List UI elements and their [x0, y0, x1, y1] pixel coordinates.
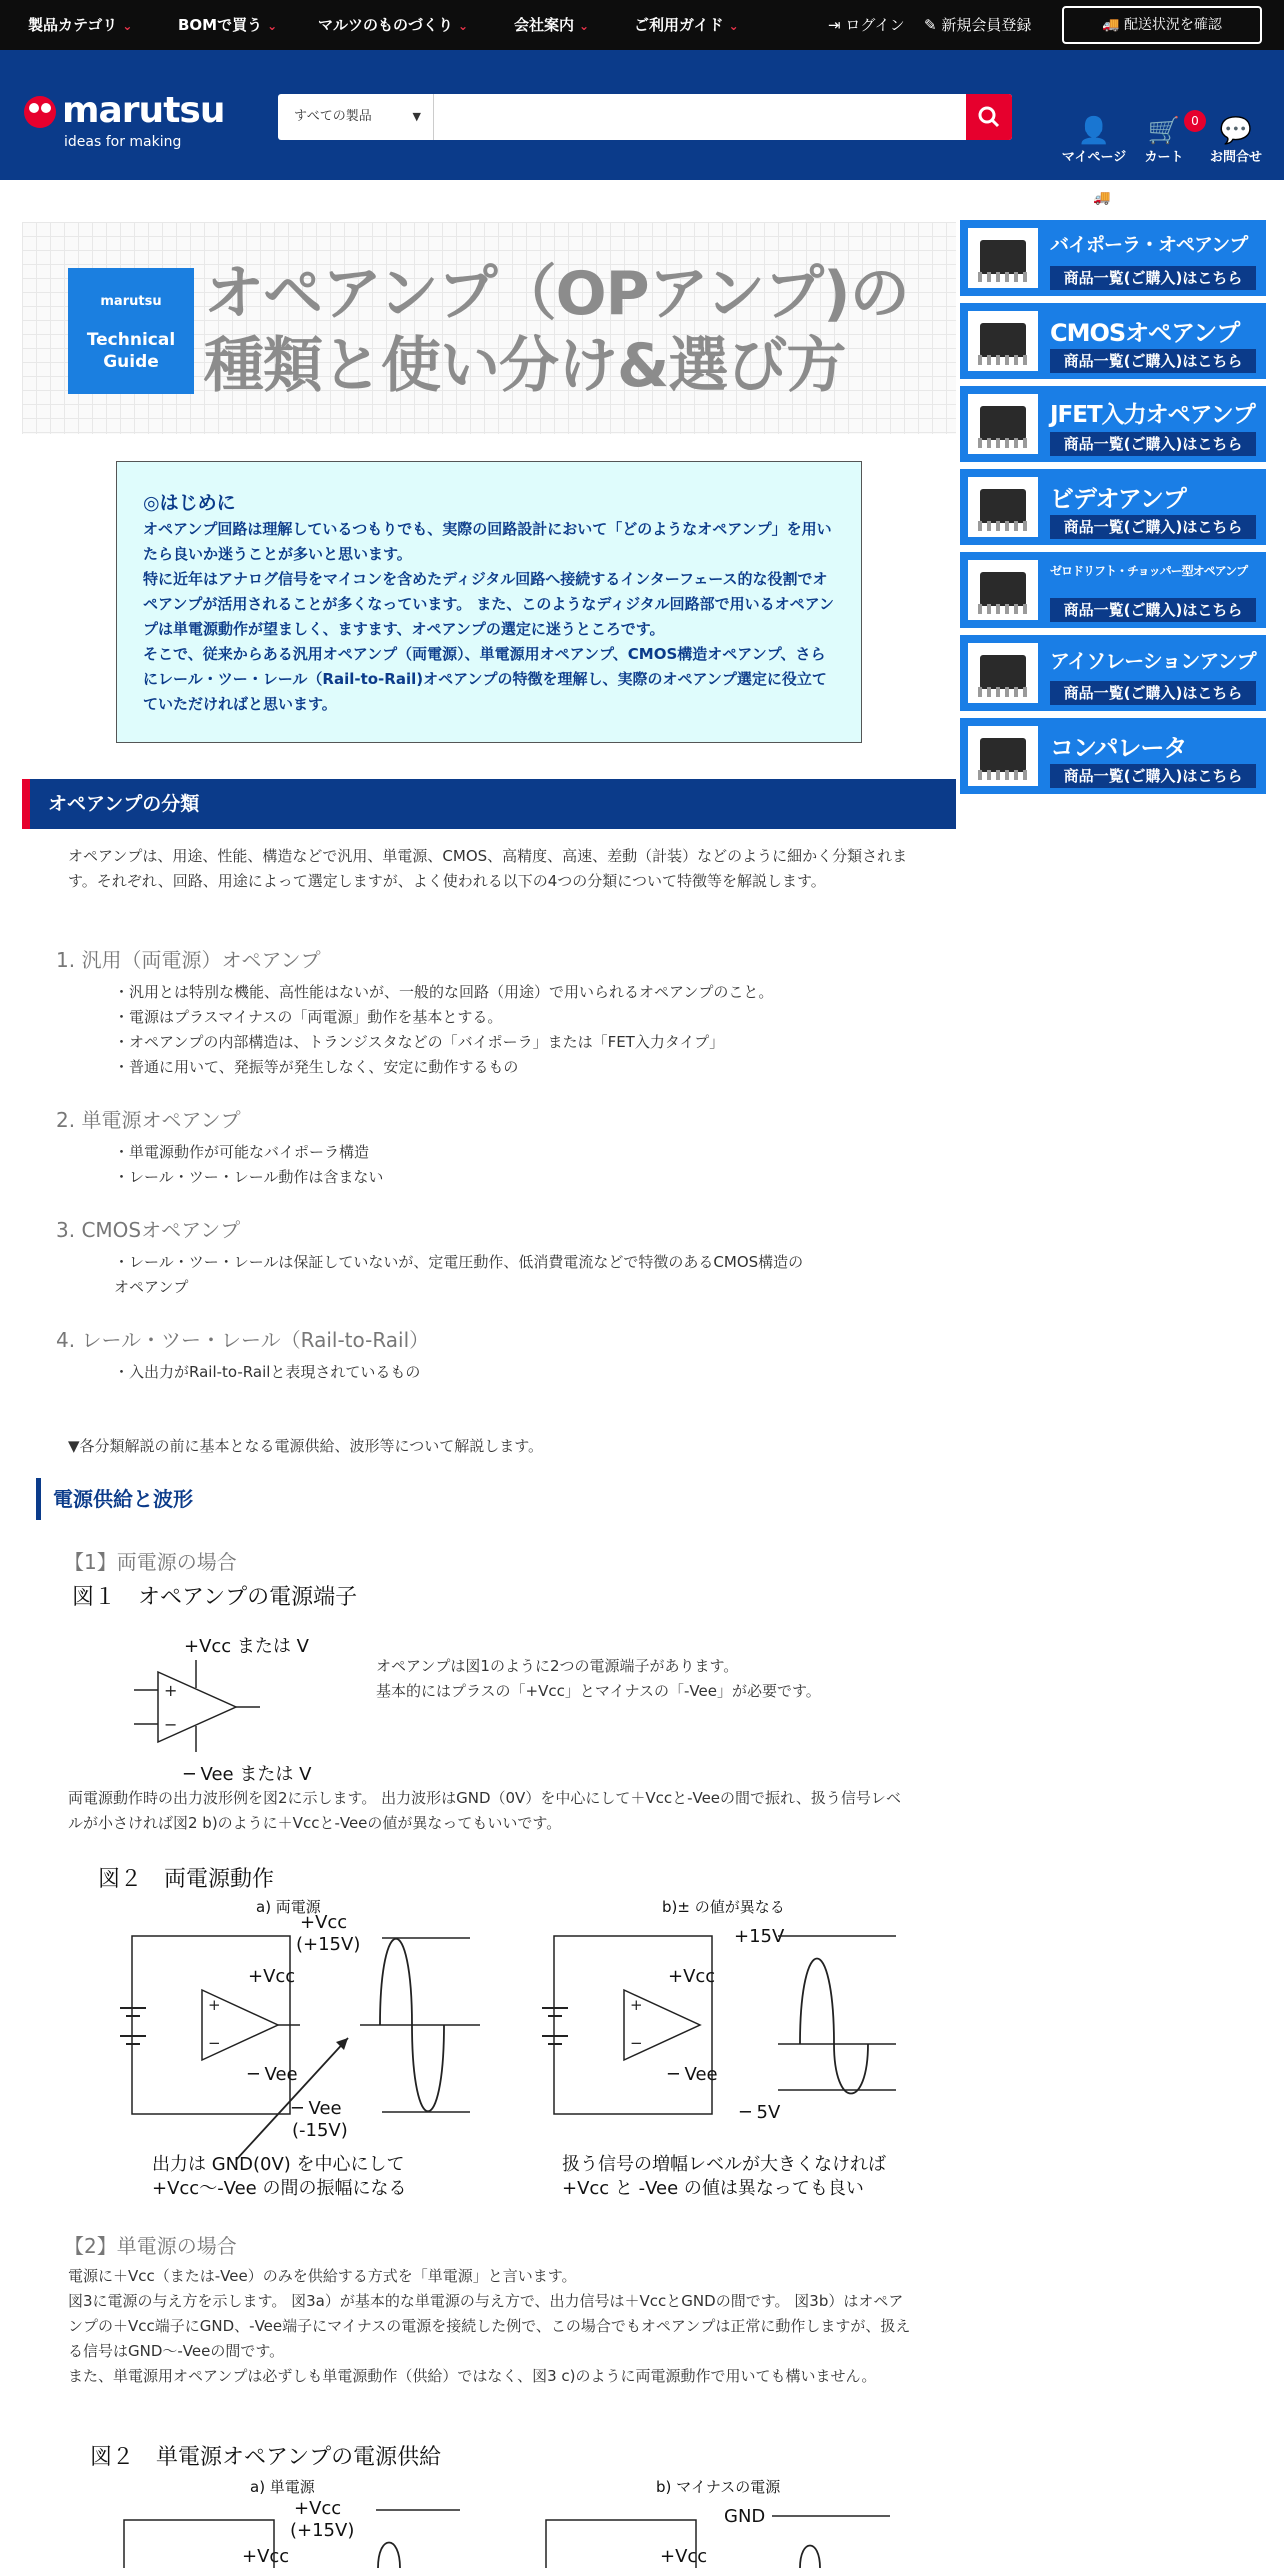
group-title: 4. レール・ツー・レール（Rail-to-Rail） [56, 1328, 430, 1352]
page-title [204, 258, 909, 402]
sidebar-category-name: ビデオアンプ [1050, 485, 1186, 513]
shipping-label: 配送状況を確認 [1123, 17, 1222, 33]
fig1-vee-label: ─ Vee または V [184, 1764, 312, 1785]
mypage-button[interactable] [1054, 116, 1134, 165]
cart-count-badge: 0 [1184, 110, 1206, 132]
fig3b-label: b) マイナスの電源 [656, 2478, 781, 2496]
list-item: ・単電源動作が可能なバイポーラ構造 [114, 1143, 370, 1161]
figure1-diagram [120, 1630, 360, 1790]
top-nav [0, 0, 1284, 50]
nav-item-product-category[interactable] [28, 14, 132, 35]
fig2a-caption1: 出力は GND(0V) を中心にして [152, 2154, 405, 2175]
intro-box [116, 461, 862, 743]
ic-chip-image [968, 394, 1038, 454]
ic-chip-image [968, 560, 1038, 620]
nav-label: マルツのものづくり [318, 16, 454, 34]
list-item: ・レール・ツー・レールは保証していないが、定電圧動作、低消費電流などで特徴のあるCMOS構造の [114, 1253, 804, 1271]
fig2a-vcc: +Vcc [248, 1966, 296, 1987]
sidebar-category-name: CMOSオペアンプ [1050, 319, 1240, 347]
search-category-select[interactable] [278, 94, 434, 140]
chevron-down-icon: ⌄ [122, 19, 133, 33]
chevron-down-icon: ⌄ [458, 19, 469, 33]
contact-button[interactable] [1196, 116, 1276, 165]
sidebar-category-name: ゼロドリフト・チョッパー型オペアンプ [1050, 564, 1248, 578]
bom-upload-label: BOMアップロード [1115, 190, 1231, 206]
contact-label: お問合せ [1209, 150, 1262, 165]
logo-mark-icon [22, 94, 58, 130]
user-icon: 👤 [1077, 116, 1111, 146]
sidebar-category-name: バイポーラ・オペアンプ [1050, 234, 1248, 256]
sidebar-category-name: JFET入力オペアンプ [1050, 402, 1255, 428]
fig3a-label: a) 単電源 [250, 2478, 315, 2496]
register-link[interactable] [924, 14, 1031, 35]
nav-label: 会社案内 [514, 16, 575, 34]
nav-item-guide[interactable] [634, 14, 739, 35]
sidebar-product-list-link[interactable]: 商品一覧(ご購入)はこちら [1050, 764, 1256, 788]
fig2b-sine-wave [800, 1959, 868, 2094]
fig2a-caption2: +Vcc〜-Vee の間の振幅になる [152, 2178, 407, 2199]
list-item: ・オペアンプの内部構造は、トランジスタなどの「バイポーラ」または「FET入力タイプ」 [114, 1033, 725, 1051]
login-link[interactable] [828, 14, 905, 35]
svg-text:−: − [630, 2034, 643, 2052]
search-button[interactable] [966, 94, 1012, 140]
fig2a-label: a) 両電源 [256, 1898, 321, 1916]
login-label: ログイン [845, 16, 905, 34]
truck-icon: 🚚 [1093, 190, 1111, 206]
fig2a-vcc-value: (+15V) [296, 1934, 361, 1955]
sidebar-category-item[interactable] [960, 552, 1266, 628]
search-category-label: すべての製品 [294, 109, 372, 124]
sidebar-category-item[interactable] [960, 386, 1266, 462]
sidebar-category-item[interactable] [960, 635, 1266, 711]
figure1-text: オペアンプは図1のように2つの電源端子があります。 [376, 1657, 739, 1675]
ic-chip-image [968, 726, 1038, 786]
logo-text: marutsu [62, 90, 225, 131]
sidebar-product-list-link[interactable]: 商品一覧(ご購入)はこちら [1050, 349, 1256, 373]
svg-text:+: + [630, 1996, 643, 2014]
svg-text:+: + [164, 1681, 178, 1700]
shipping-status-button[interactable] [1062, 6, 1262, 44]
nav-label: ご利用ガイド [634, 16, 724, 34]
dual-supply-text: 両電源動作時の出力波形例を図2に示します。 出力波形はGND（0V）を中心にして＋Vccと-Veeの間で振れ、扱う信号レベルが小さければ図2 b)のように＋Vccと-Veeの値が異なってもいいです。 [68, 1789, 901, 1832]
sidebar-product-list-link[interactable]: 商品一覧(ご購入)はこちら [1050, 515, 1256, 539]
classification-lead: オペアンプは、用途、性能、構造などで汎用、単電源、CMOS、高精度、高速、差動（計装）などのように細かく分類されます。それぞれ、回路、用途によって選定しますが、よく使われる以下の4つの分類について特徴等を解説します。 [68, 847, 908, 890]
badge-brand: marutsu [100, 294, 162, 309]
single-supply-text: 図3に電源の与え方を示します。 図3a）が基本的な単電源の与え方で、出力信号は＋VccとGNDの間です。 図3b）はオペアンプの＋Vcc端子にGND、-Vee端子にマイナスの電源を接続した例で、この場合でもオペアンプは正常に動作しますが、扱える信号はGND〜-Veeの間です。 [68, 2292, 911, 2360]
list-item: ・普通に用いて、発振等が発生しなく、安定に動作するもの [114, 1058, 519, 1076]
single-supply-text: また、単電源用オペアンプは必ずしも単電源動作（供給）ではなく、図3 c)のように両電源動作で用いても構いません。 [68, 2367, 877, 2385]
intro-heading: ◎はじめに [143, 492, 236, 514]
fig2b-bottom: ─ 5V [740, 2102, 781, 2123]
title-line2: 種類と使い分け&選び方 [204, 331, 846, 401]
sidebar-category-item[interactable] [960, 469, 1266, 545]
sidebar-product-list-link[interactable]: 商品一覧(ご購入)はこちら [1050, 598, 1256, 622]
svg-text:−: − [208, 2034, 221, 2052]
technical-guide-badge [68, 268, 194, 394]
search-input[interactable] [438, 100, 958, 134]
sidebar-product-list-link[interactable]: 商品一覧(ご購入)はこちら [1050, 681, 1256, 705]
fig2a-vee2: ─ Vee [292, 2098, 342, 2119]
cart-icon: 🛒 [1147, 116, 1181, 146]
ic-chip-image [968, 477, 1038, 537]
fig2b-vcc: +Vcc [668, 1966, 716, 1987]
single-supply-text: 電源に＋Vcc（または-Vee）のみを供給する方式を「単電源」と言います。 [68, 2267, 577, 2285]
svg-text:−: − [164, 1715, 178, 1734]
fig2b-label: b)± の値が異なる [662, 1898, 785, 1916]
badge-line1: Technical [86, 330, 176, 350]
ic-chip-image [968, 228, 1038, 288]
sidebar-product-list-link[interactable]: 商品一覧(ご購入)はこちら [1050, 266, 1256, 290]
section-heading-classification: オペアンプの分類 [22, 779, 956, 829]
sidebar-product-list-link[interactable]: 商品一覧(ご購入)はこちら [1050, 432, 1256, 456]
truck-icon: 🚚 [1102, 17, 1120, 33]
figure2-diagram [60, 1890, 920, 2210]
chevron-down-icon: ⌄ [728, 19, 739, 33]
fig2a-vee-value: (-15V) [292, 2120, 348, 2141]
chevron-down-icon: ⌄ [267, 19, 278, 33]
fig2a-vee: ─ Vee [248, 2064, 298, 2085]
fig2b-caption1: 扱う信号の増幅レベルが大きくなければ [562, 2154, 886, 2175]
fig2b-top: +15V [734, 1926, 785, 1947]
chat-question-icon: 💬 [1219, 116, 1253, 146]
bom-upload-button[interactable] [1062, 180, 1262, 216]
nav-item-company[interactable] [514, 14, 589, 35]
sidebar-category-item[interactable] [960, 718, 1266, 794]
figure3-title: 図２ 単電源オペアンプの電源供給 [90, 2445, 442, 2470]
sidebar-category-name: アイソレーションアンプ [1050, 649, 1256, 673]
title-line1: オペアンプ（OPアンプ)の [204, 259, 909, 329]
list-item: オペアンプ [114, 1278, 189, 1296]
sidebar-category-name: コンパレータ [1050, 734, 1187, 762]
intro-paragraph: 特に近年はアナログ信号をマイコンを含めたディジタル回路へ接続するインターフェース的な役割でオペアンプが活用されることが多くなっています。 また、このようなディジタル回路部で用いるオペアンプは単電源動作が望ましく、ますます、オペアンプの選定に迷うところです。 [143, 570, 835, 638]
search-icon [966, 94, 1012, 140]
search-bar [278, 94, 1012, 140]
fig2b-vee: ─ Vee [668, 2064, 718, 2085]
nav-label: 製品カテゴリ [28, 16, 118, 34]
case2-heading: 【2】単電源の場合 [64, 2234, 237, 2258]
group-title: 1. 汎用（両電源）オペアンプ [56, 948, 321, 972]
fig2a-vcc-top: +Vcc [300, 1912, 348, 1933]
sidebar-category-item[interactable] [960, 303, 1266, 379]
register-label: 新規会員登録 [941, 16, 1032, 34]
group-title: 3. CMOSオペアンプ [56, 1218, 241, 1242]
fig3a-vcc: +Vcc [242, 2546, 290, 2567]
case1-heading: 【1】両電源の場合 [64, 1550, 237, 1574]
intro-paragraph: オペアンプ回路は理解しているつもりでも、実際の回路設計において「どのようなオペアンプ」を用いたら良いか迷うことが多いと思います。 [143, 520, 832, 563]
mypage-label: マイページ [1061, 150, 1127, 165]
classification-note: ▼各分類解説の前に基本となる電源供給、波形等について解説します。 [68, 1437, 544, 1455]
group-title: 2. 単電源オペアンプ [56, 1108, 241, 1132]
fig3a-vcc-value: (+15V) [290, 2520, 355, 2541]
figure1-text: 基本的にはプラスの「+Vcc」とマイナスの「-Vee」が必要です。 [376, 1682, 821, 1700]
fig3b-gnd: GND [724, 2506, 766, 2527]
list-item: ・レール・ツー・レール動作は含まない [114, 1168, 384, 1186]
badge-line2: Guide [103, 352, 159, 372]
section-heading-power: 電源供給と波形 [36, 1478, 193, 1520]
svg-text:+: + [208, 1996, 221, 2014]
site-header [0, 50, 1284, 206]
fig3a-vcc-top: +Vcc [294, 2498, 342, 2519]
figure2-title: 図２ 両電源動作 [98, 1867, 275, 1892]
chevron-down-icon: ⌄ [579, 19, 590, 33]
fig2b-caption2: +Vcc と -Vee の値は異なっても良い [562, 2178, 864, 2199]
nav-label: BOMで買う [178, 16, 263, 34]
list-item: ・入出力がRail-to-Railと表現されているもの [114, 1363, 421, 1381]
figure1-title: 図１ オペアンプの電源端子 [72, 1585, 358, 1610]
nav-item-bom[interactable] [178, 14, 277, 35]
list-item: ・汎用とは特別な機能、高性能はないが、一般的な回路（用途）で用いられるオペアンプのこと。 [114, 983, 774, 1001]
intro-paragraph: そこで、従来からある汎用オペアンプ（両電源）、単電源用オペアンプ、CMOS構造オペアンプ、さらにレール・ツー・レール（Rail-to-Rail)オペアンプの特徴を理解し、実際のオペアンプ選定に役立てていただければと思います。 [143, 645, 827, 713]
ic-chip-image [968, 311, 1038, 371]
fig1-vcc-label: +Vcc または V [184, 1636, 309, 1657]
sidebar-category-item[interactable] [960, 220, 1266, 296]
caret-down-icon: ▼ [412, 110, 421, 123]
fig3b-vcc: +Vcc [660, 2546, 708, 2567]
register-icon: ✎ [924, 16, 937, 34]
ic-chip-image [968, 643, 1038, 703]
list-item: ・電源はプラスマイナスの「両電源」動作を基本とする。 [114, 1008, 503, 1026]
cart-label: カート [1144, 150, 1184, 165]
login-icon: ⇥ [828, 16, 841, 34]
nav-item-monozukuri[interactable] [318, 14, 468, 35]
logo-tagline: ideas for making [64, 134, 182, 150]
figure3-diagram [60, 2474, 920, 2568]
